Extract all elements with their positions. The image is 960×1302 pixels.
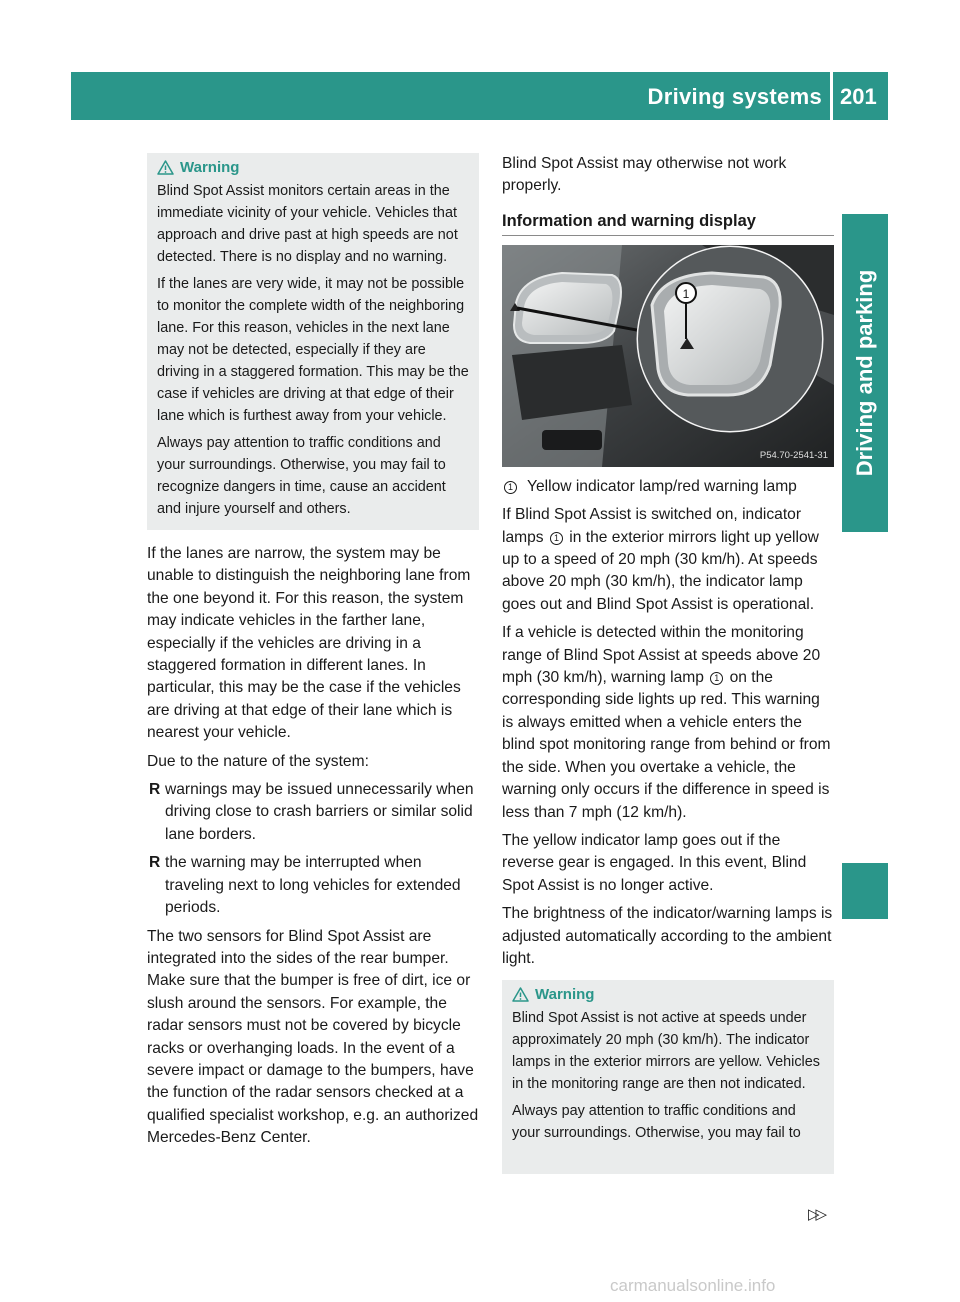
callout-number: 1 [710, 672, 723, 685]
continued-arrow-icon: ▷▷ [808, 1206, 824, 1223]
figure-legend [502, 476, 834, 498]
warning-header [157, 159, 471, 176]
section-heading: Information and warning display [502, 212, 834, 236]
warning-label: Warning [180, 159, 240, 176]
warning-label: Warning [535, 986, 595, 1004]
page-section-title: Driving systems [647, 84, 822, 109]
list-item [147, 852, 479, 919]
mirror-illustration [502, 245, 834, 467]
figure-callout-label: 1 [682, 286, 690, 301]
figure-code: P54.70-2541-31 [759, 449, 828, 461]
bullet-marker: R [149, 854, 161, 872]
header-separator [830, 72, 833, 120]
warning-paragraph: Always pay attention to traffic conditions and your surroundings. Otherwise, you may fail to [512, 1103, 801, 1142]
text-run: If a vehicle is detected within the monitoring range of Blind Spot Assist at speeds above 20 mph (30 km/h), warning lamp [502, 624, 821, 687]
warning-triangle-icon [512, 987, 529, 1002]
mirror-figure [502, 245, 834, 467]
side-tab-label: Driving and parking [852, 269, 877, 477]
warning-paragraph: Blind Spot Assist monitors certain areas in the immediate vicinity of your vehicle. Vehicles that approach and drive past at high speeds are not detected. There is no display and no warning. [157, 183, 458, 265]
text-run: If Blind Spot Assist is switched on, indicator lamps [502, 506, 802, 546]
list-item-text: the warning may be interrupted when traveling next to long vehicles for extended periods. [165, 854, 461, 917]
bullet-marker: R [149, 781, 161, 799]
list-item-text: warnings may be issued unnecessarily when driving close to crash barriers or similar solid lane borders. [165, 781, 474, 843]
right-column [502, 153, 834, 1174]
body-paragraph: The yellow indicator lamp goes out if the reverse gear is engaged. In this event, Blind Spot Assist is no longer active. [502, 831, 807, 894]
body-paragraph [502, 622, 834, 824]
side-tab-marker [842, 863, 888, 919]
callout-number: 1 [504, 481, 517, 494]
body-paragraph: The two sensors for Blind Spot Assist are integrated into the sides of the rear bumper. Make sure that the bumper is free of dirt, ice or slush around the sensors. For example, the radar sensors must not be covered by bicycle racks or overhanging loads. In the event of a severe impact or damage to the bumpers, have the function of the radar sensors checked at a qualified specialist workshop, e.g. an authorized Mercedes-Benz Center. [147, 927, 479, 1147]
list-item [147, 779, 479, 846]
text-run: in the exterior mirrors light up yellow up to a speed of 20 mph (30 km/h). At speeds above 20 mph (30 km/h), the indicator lamp goes out and Blind Spot Assist is operational. [502, 528, 819, 613]
warning-paragraph: If the lanes are very wide, it may not be possible to monitor the complete width of the neighboring lane. For this reason, vehicles in the next lane may not be detected, especially if they are driving in a staggered formation. This may be the case if vehicles are driving at that edge of their lane which is furthest away from your vehicle. [157, 276, 469, 424]
body-paragraph: Blind Spot Assist may otherwise not work properly. [502, 155, 787, 195]
body-paragraph: Due to the nature of the system: [147, 752, 369, 770]
bullet-list [147, 779, 479, 919]
warning-box [147, 153, 479, 530]
legend-text: Yellow indicator lamp/red warning lamp [527, 477, 797, 495]
left-column [147, 153, 479, 1156]
body-paragraph: The brightness of the indicator/warning lamps is adjusted automatically according to the ambient light. [502, 905, 833, 967]
warning-header [512, 986, 826, 1003]
body-paragraph [502, 504, 834, 616]
text-run: on the corresponding side lights up red. This warning is always emitted when a vehicle enters the blind spot monitoring range from behind or from the side. When you overtake a vehicle, the warning only occurs if the difference in speed is less than 7 mph (12 km/h). [502, 669, 831, 821]
callout-number: 1 [550, 532, 563, 545]
warning-paragraph: Always pay attention to traffic conditions and your surroundings. Otherwise, you may fail to recognize dangers in time, cause an accident and injure yourself and others. [157, 435, 446, 517]
footer-watermark: carmanualsonline.info [610, 1276, 776, 1295]
warning-triangle-icon [157, 160, 174, 175]
warning-box [502, 980, 834, 1174]
body-paragraph: If the lanes are narrow, the system may be unable to distinguish the neighboring lane from the one beyond it. For this reason, the system may indicate vehicles in the farther lane, especially if the vehicles are driving in a staggered formation in different lanes. In particular, this may be the case if the vehicles are driving at that edge of their lane which is nearest your vehicle. [147, 545, 471, 742]
page-number: 201 [840, 84, 877, 109]
warning-paragraph: Blind Spot Assist is not active at speeds under approximately 20 mph (30 km/h). The indicator lamps in the exterior mirrors are yellow. Vehicles in the monitoring range are then not indicated. [512, 1010, 820, 1093]
